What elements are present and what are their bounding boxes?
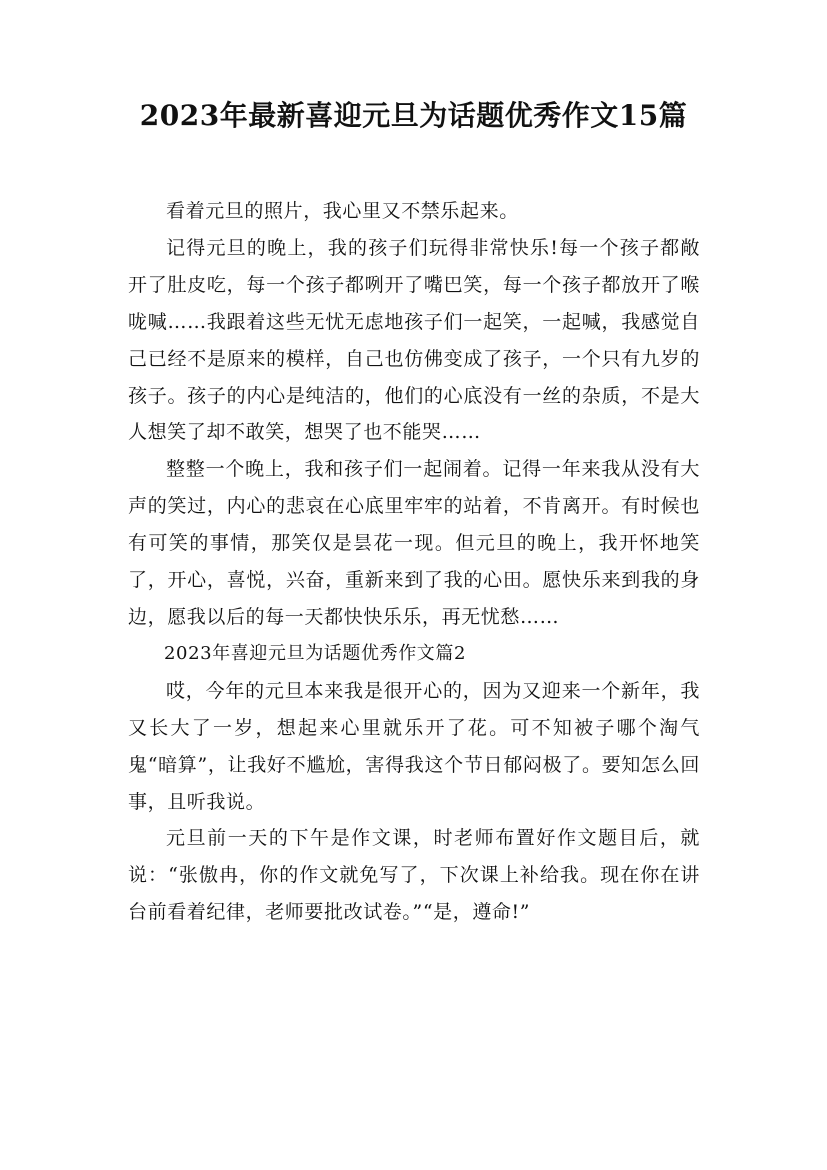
paragraph-1: 看着元旦的照片，我心里又不禁乐起来。 bbox=[166, 200, 519, 222]
paragraph-5: 元旦前一天的下午是作文课，时老师布置好作文题目后，就说：“张傲冉，你的作文就免写了，下次课上补给我。现在你在讲台前看着纪律，老师要批改试卷。”“是，遵命!” bbox=[128, 827, 700, 924]
paragraph-4: 哎，今年的元旦本来我是很开心的，因为又迎来一个新年，我又长大了一岁，想起来心里就乐开了花。可不知被子哪个淘气鬼“暗算”，让我好不尴尬，害得我这个节日郁闷极了。要知怎么回事，且听我说。 bbox=[128, 679, 700, 813]
document-body bbox=[128, 193, 700, 931]
section-heading: 2023年喜迎元旦为话题优秀作文篇2 bbox=[164, 642, 467, 664]
paragraph-3: 整整一个晚上，我和孩子们一起闹着。记得一年来我从没有大声的笑过，内心的悲哀在心底里牢牢的站着，不肯离开。有时候也有可笑的事情，那笑仅是昙花一现。但元旦的晚上，我开怀地笑了，开心，喜悦，兴奋，重新来到了我的心田。愿快乐来到我的身边，愿我以后的每一天都快快乐乐，再无忧愁…… bbox=[128, 458, 700, 628]
document-title: 2023年最新喜迎元旦为话题优秀作文15篇 bbox=[139, 99, 688, 132]
paragraph-2: 记得元旦的晚上，我的孩子们玩得非常快乐!每一个孩子都敞开了肚皮吃，每一个孩子都咧开了嘴巴笑，每一个孩子都放开了喉咙喊……我跟着这些无忧无虑地孩子们一起笑，一起喊，我感觉自己已经不是原来的模样，自己也仿佛变成了孩子，一个只有九岁的孩子。孩子的内心是纯洁的，他们的心底没有一丝的杂质，不是大人想笑了却不敢笑，想哭了也不能哭…… bbox=[128, 236, 700, 444]
